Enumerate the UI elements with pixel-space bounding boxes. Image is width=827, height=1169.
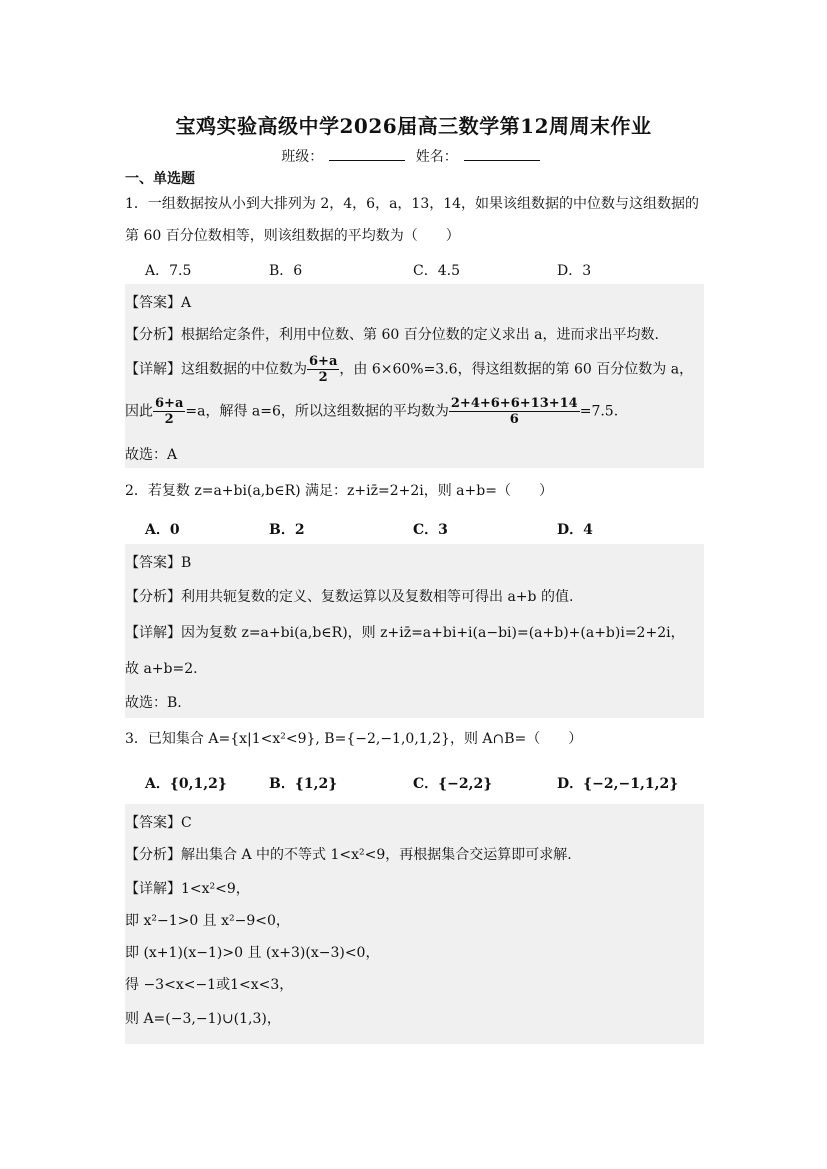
q1-detail-line1 [125,354,693,385]
q1-detail-text-b: ，由 6×60%=3.6，得这组数据的第 60 百分位数为 a， [339,361,694,378]
q2-option-a: A．0 [145,522,180,538]
q3-detail-line: 得 −3<x<−1或1<x<3， [125,977,294,993]
q3-detail-line: 【详解】1<x²<9， [125,881,250,897]
q1-solution-box [125,284,704,468]
q3-detail-line: 即 (x+1)(x−1)>0 且 (x+3)(x−3)<0， [125,945,380,961]
q2-solution-box [125,544,704,718]
q1-option-b: B．6 [269,263,303,279]
q1-frac2-den: 2 [164,412,174,427]
q2-option-b: B．2 [269,522,305,538]
q1-frac2-num: 6+a [155,396,184,411]
q2-choose: 故选：B. [125,695,182,711]
q3-option-d: D．{−2,−1,1,2} [557,776,679,792]
q2-detail2: 故 a+b=2. [125,661,198,677]
q1-analysis: 【分析】根据给定条件，利用中位数、第 60 百分位数的定义求出 a，进而求出平均数. [125,327,659,343]
q1-choose: 故选：A [125,447,178,463]
q2-option-d: D．4 [557,522,593,538]
q1-frac3-den: 6 [509,412,519,427]
q1-detail2-text-a: 因此 [125,403,153,420]
q1-detail2-text-b: =a，解得 a=6，所以这组数据的平均数为 [185,403,449,420]
q3-option-a: A．{0,1,2} [145,776,227,792]
name-blank[interactable] [464,148,540,161]
q3-detail-line: 则 A=(−3,−1)∪(1,3)， [125,1011,281,1027]
q2-analysis: 【分析】利用共轭复数的定义、复数运算以及复数相等可得出 a+b 的值. [125,589,574,605]
q3-stem: 3．已知集合 A={x|1<x²<9}, B={−2,−1,0,1,2}，则 A∩B=（ ） [125,731,583,747]
q1-option-a: A．7.5 [145,263,192,279]
name-label: 姓名： [415,149,458,165]
q3-detail-line: 即 x²−1>0 且 x²−9<0， [125,913,290,929]
q1-detail-line2 [125,396,618,427]
q2-option-c: C．3 [413,522,448,538]
q1-stem-line2: 第 60 百分位数相等，则该组数据的平均数为（ ） [125,228,460,244]
q3-solution-box [125,804,704,1044]
q1-answer: 【答案】A [125,295,192,311]
q1-frac3-num: 2+4+6+6+13+14 [450,396,578,411]
q1-frac-den: 2 [318,370,328,385]
q1-stem-line1: 1．一组数据按从小到大排列为 2，4，6，a，13，14，如果该组数据的中位数与这组数据的 [125,196,700,212]
q1-detail2-text-c: =7.5. [579,403,619,420]
page-title: 宝鸡实验高级中学2026届高三数学第12周周末作业 [175,114,652,138]
q1-fraction-median [307,354,339,385]
q1-frac-num: 6+a [309,354,338,369]
q1-fraction-eq [153,396,185,427]
q1-fraction-mean [449,396,580,427]
q1-detail-text-a: 【详解】这组数据的中位数为 [125,361,307,378]
section-heading: 一、单选题 [125,171,195,187]
q3-analysis: 【分析】解出集合 A 中的不等式 1<x²<9，再根据集合交运算即可求解. [125,847,572,863]
q3-answer: 【答案】C [125,815,192,831]
class-label: 班级： [281,149,324,165]
q2-answer: 【答案】B [125,555,192,571]
q1-option-d: D．3 [557,263,592,279]
q3-option-c: C．{−2,2} [413,776,493,792]
q2-stem: 2．若复数 z=a+bi(a,b∈R) 满足：z+iz̄=2+2i，则 a+b=（ ） [125,483,553,499]
q1-option-c: C．4.5 [413,263,460,279]
q2-detail: 【详解】因为复数 z=a+bi(a,b∈R)，则 z+iz̄=a+bi+i(a−bi)=(a+b)+(a+b)i=2+2i， [125,625,685,641]
q3-option-b: B．{1,2} [269,776,338,792]
student-info [0,146,827,166]
class-blank[interactable] [329,148,405,161]
